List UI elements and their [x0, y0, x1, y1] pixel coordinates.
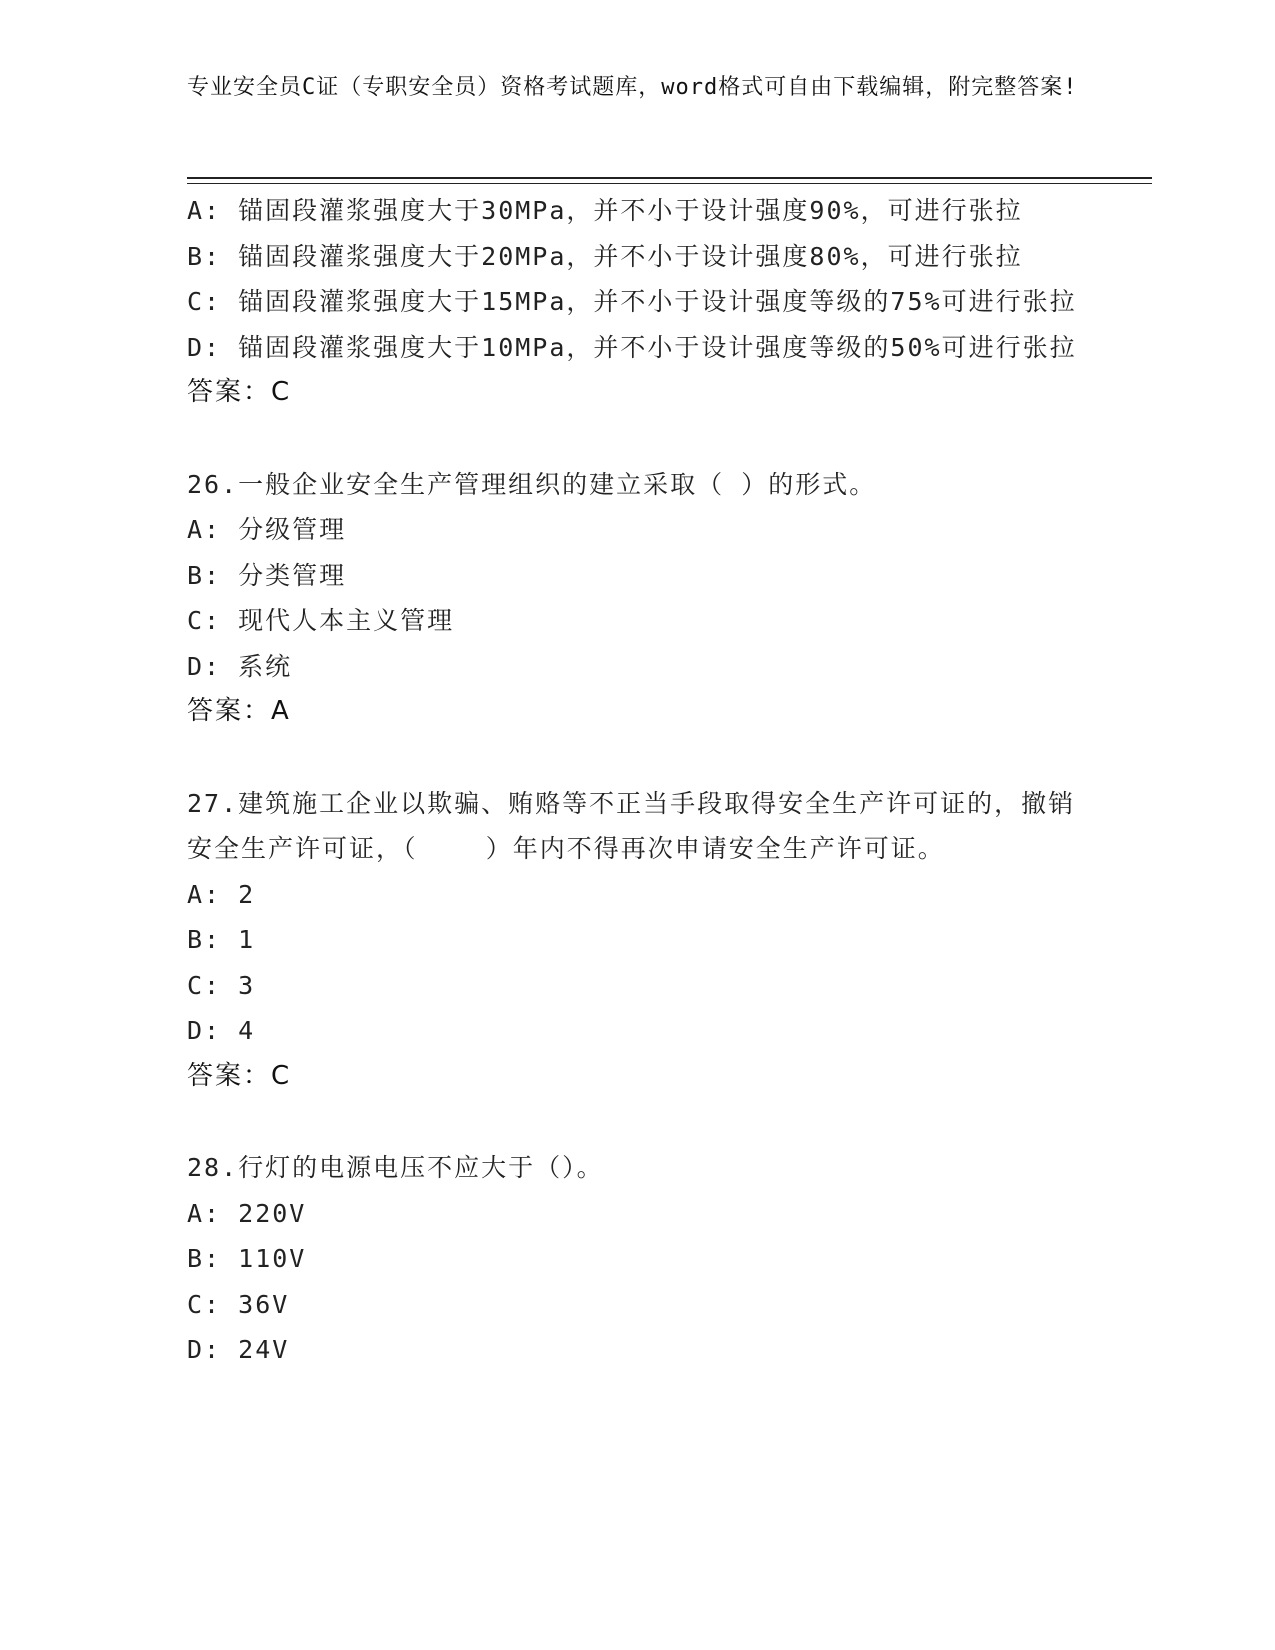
option-c: C: 现代人本主义管理 — [187, 606, 455, 635]
option-d: D: 锚固段灌浆强度大于10MPa，并不小于设计强度等级的50%可进行张拉 — [187, 332, 1077, 362]
question-text: 27.建筑施工企业以欺骗、贿赂等不正当手段取得安全生产许可证的，撤销安全生产许可证，（ ）年内不得再次申请安全生产许可证。 — [187, 788, 1076, 863]
question-25 — [187, 188, 1087, 416]
option-b: B: 锚固段灌浆强度大于20MPa，并不小于设计强度80%，可进行张拉 — [187, 241, 1023, 271]
question-28 — [187, 1145, 1087, 1373]
spacer — [187, 416, 1087, 462]
answer: 答案：A — [187, 696, 291, 726]
answer: 答案：C — [187, 1060, 292, 1091]
option-b: B: 1 — [187, 925, 256, 954]
option-d: D: 24V — [187, 1335, 290, 1364]
question-26 — [187, 462, 1087, 735]
option-a: A: 分级管理 — [187, 515, 347, 544]
header-rule-thick — [187, 177, 1152, 179]
option-a: A: 220V — [187, 1198, 307, 1228]
option-d: D: 4 — [187, 1016, 256, 1045]
header-rule-thin — [187, 183, 1152, 184]
spacer — [187, 735, 1087, 781]
option-c: C: 36V — [187, 1289, 290, 1319]
question-content — [187, 188, 1087, 1373]
spacer — [187, 1099, 1087, 1145]
option-d: D: 系统 — [187, 651, 293, 681]
option-a: A: 2 — [187, 879, 256, 909]
question-27 — [187, 781, 1087, 1100]
option-a: A: 锚固段灌浆强度大于30MPa，并不小于设计强度90%，可进行张拉 — [187, 196, 1023, 225]
document-header: 专业安全员C证（专职安全员）资格考试题库，word格式可自由下载编辑，附完整答案! — [187, 75, 1078, 100]
question-text: 26.一般企业安全生产管理组织的建立采取（ ）的形式。 — [187, 469, 877, 499]
question-text: 28.行灯的电源电压不应大于（）。 — [187, 1153, 604, 1182]
option-c: C: 锚固段灌浆强度大于15MPa，并不小于设计强度等级的75%可进行张拉 — [187, 287, 1077, 316]
option-b: B: 110V — [187, 1244, 307, 1273]
answer: 答案：C — [187, 377, 292, 407]
option-c: C: 3 — [187, 970, 256, 1000]
option-b: B: 分类管理 — [187, 560, 347, 590]
